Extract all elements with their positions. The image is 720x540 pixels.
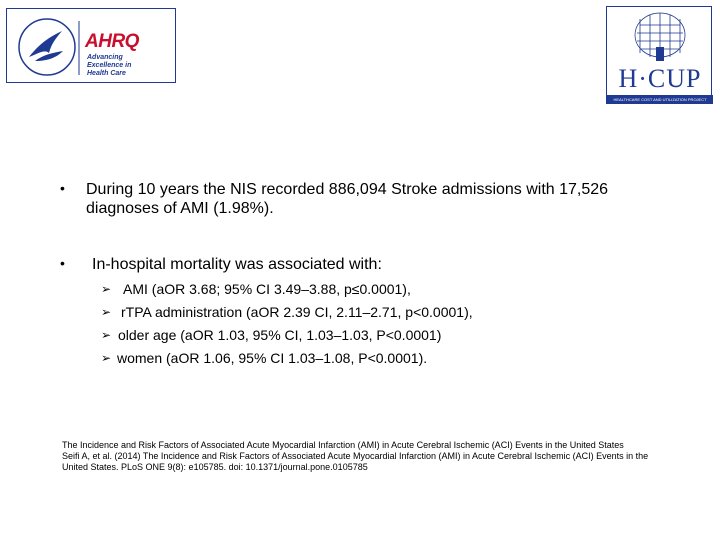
references xyxy=(62,440,662,473)
hcup-wordmark: H·CUP xyxy=(618,64,702,93)
tagline-line: Advancing xyxy=(87,54,123,61)
bullet-2-line-1: In-hospital mortality was associated with: xyxy=(92,256,382,273)
tagline-line: Health Care xyxy=(87,70,126,77)
hcup-logo xyxy=(606,6,712,104)
bullet-1-line-2: diagnoses of AMI (1.98%). xyxy=(86,200,274,217)
reference-title: The Incidence and Risk Factors of Associated Acute Myocardial Infarction (AMI) in Acute Cerebral Ischemic (ACI) Events in the United States xyxy=(62,440,624,450)
bullet-2 xyxy=(92,255,382,274)
bullet-1-line-1: During 10 years the NIS recorded 886,094 Stroke admissions with 17,526 xyxy=(86,181,609,198)
arrow-bullet-icon: ➢ xyxy=(101,305,112,319)
sub-item: AMI (aOR 3.68; 95% CI 3.49–3.88, p≤0.0001), xyxy=(123,281,411,297)
hcup-subtitle: HEALTHCARE COST AND UTILIZATION PROJECT xyxy=(607,95,713,104)
sub-item: women (aOR 1.06, 95% CI 1.03–1.08, P<0.0001). xyxy=(117,350,428,366)
arrow-bullet-icon: ➢ xyxy=(101,351,112,365)
bullet-1 xyxy=(86,180,608,218)
bullet-dot: • xyxy=(60,180,65,196)
ahrq-logo xyxy=(6,8,176,83)
ahrq-wordmark: AHRQ xyxy=(85,31,139,52)
bullet-dot: • xyxy=(60,255,65,271)
reference-citation: Seifi A, et al. (2014) The Incidence and Risk Factors of Associated Acute Myocardial Infarction (AMI) in Acute Cerebral Ischemic (ACI) Events in the United States. PLoS ONE 9(8): e105785. doi: 10.1371/journal.pone.0105785 xyxy=(62,451,649,472)
ahrq-tagline xyxy=(87,54,131,78)
tagline-line: Excellence in xyxy=(87,62,132,69)
sub-item: older age (aOR 1.03, 95% CI, 1.03–1.03, P<0.0001) xyxy=(118,327,442,343)
sub-item: rTPA administration (aOR 2.39 CI, 2.11–2.71, p<0.0001), xyxy=(121,304,473,320)
arrow-bullet-icon: ➢ xyxy=(101,328,112,342)
arrow-bullet-icon: ➢ xyxy=(101,282,112,296)
